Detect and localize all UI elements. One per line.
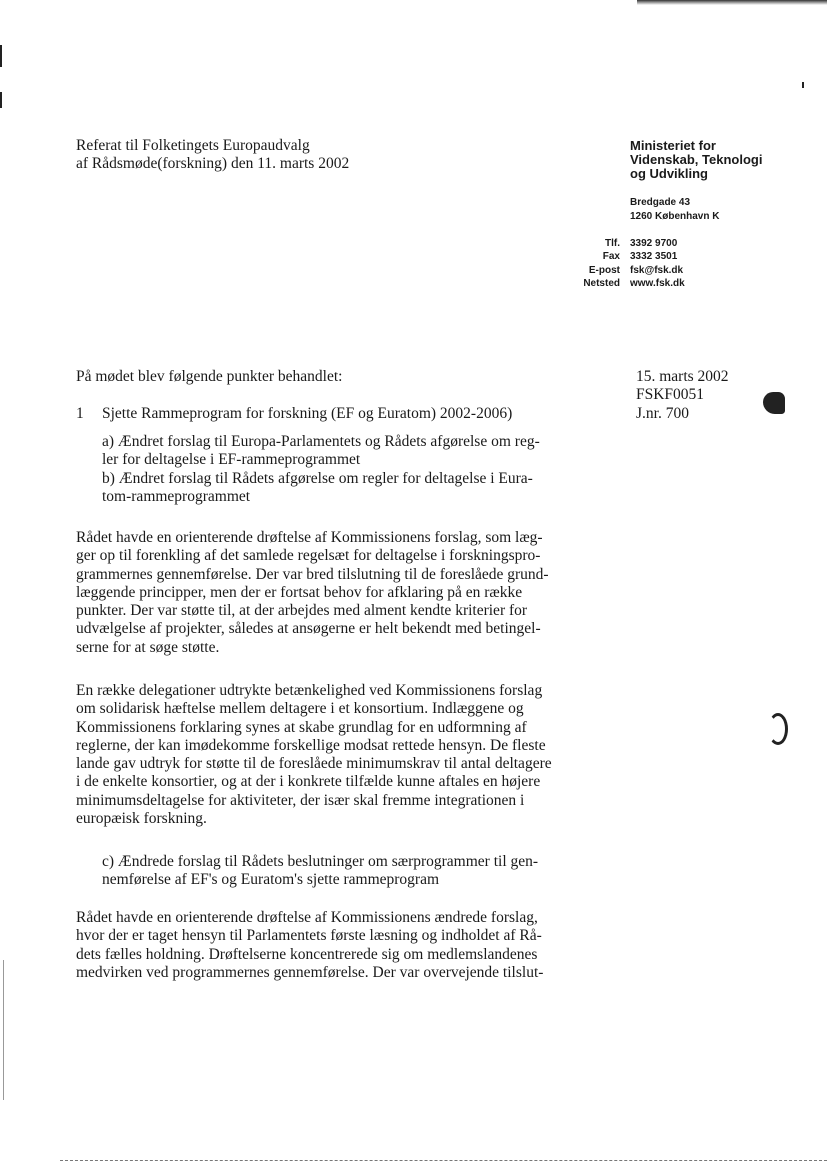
heading-line: Referat til Folketingets Europaudvalg xyxy=(76,137,310,154)
ministry-address xyxy=(630,196,719,223)
paragraph-line: udvælgelse af projekter, således at ansøgerne er helt bekendt med betingel- xyxy=(76,620,541,638)
contact-block xyxy=(0,237,827,297)
paragraph-line: En række delegationer udtrykte betænkelighed ved Kommissionens forslag xyxy=(76,682,543,699)
paragraph-2 xyxy=(76,682,588,828)
paragraph-line: lande gav udtryk for støtte til de foreslåede minimumskrav til antal deltagere xyxy=(76,755,552,773)
paragraph-line: hvor der er taget hensyn til Parlamentets første læsning og indholdet af Rå- xyxy=(76,927,542,945)
document-heading xyxy=(76,137,456,174)
scan-mark xyxy=(0,45,2,67)
paragraph-line: om solidarisk hæftelse mellem deltagere i et konsortium. Indlæggene og xyxy=(76,700,524,718)
punch-hole-mark xyxy=(768,713,788,745)
contact-label-fax: Fax xyxy=(602,251,620,263)
paragraph-line: grammernes gennemførelse. Der var bred tilslutning til de foreslåede grund- xyxy=(76,565,549,583)
subitem-line: b) Ændret forslag til Rådets afgørelse om regler for deltagelse i Eura- xyxy=(102,469,533,487)
punch-hole-mark xyxy=(763,392,785,414)
intro-text: På mødet blev følgende punkter behandlet: xyxy=(76,368,343,385)
paragraph-line: Kommissionens forklaring synes at skabe grundlag for en udformning af xyxy=(76,718,527,736)
contact-value-website: www.fsk.dk xyxy=(630,277,685,289)
paragraph-line: europæisk forskning. xyxy=(76,810,207,828)
subitem-line: c) Ændrede forslag til Rådets beslutninger om særprogrammer til gen- xyxy=(102,853,539,870)
paragraph-line: dets fælles holdning. Drøftelserne koncentrerede sig om medlemslandenes xyxy=(76,945,538,963)
subitems-list xyxy=(102,433,592,506)
paragraph-line: i de enkelte konsortier, og at der i konkrete tilfælde kunne aftales en højere xyxy=(76,773,541,791)
contact-value-phone: 3392 9700 xyxy=(630,238,678,249)
document-meta xyxy=(636,368,729,423)
item-title: Sjette Rammeprogram for forskning (EF og Euratom) 2002-2006) xyxy=(102,405,513,422)
contact-label-phone: Tlf. xyxy=(605,238,620,249)
ministry-name-line: Videnskab, Teknologi xyxy=(630,152,763,168)
item-number: 1 xyxy=(76,405,84,422)
paragraph-line: reglerne, der kan imødekomme forskellige modsat rettede hensyn. De fleste xyxy=(76,736,546,754)
contact-value-email: fsk@fsk.dk xyxy=(630,264,684,276)
paragraph-line: Rådet havde en orienterende drøftelse af Kommissionens ændrede forslag, xyxy=(76,909,538,926)
heading-line: af Rådsmøde(forskning) den 11. marts 2002 xyxy=(76,155,350,173)
contact-value-fax: 3332 3501 xyxy=(630,251,678,263)
paragraph-line: punkter. Der var støtte til, at der arbejdes med alment kendte kriterier for xyxy=(76,602,528,620)
subitem-line: nemførelse af EF's og Euratom's sjette rammeprogram xyxy=(102,871,440,889)
subitem-line: ler for deltagelse i EF-rammeprogrammet xyxy=(102,451,361,469)
paragraph-3 xyxy=(76,909,588,982)
paragraph-1 xyxy=(76,529,588,657)
document-date: 15. marts 2002 xyxy=(636,368,729,385)
scan-mark xyxy=(802,82,804,88)
paragraph-line: medvirken ved programmernes gennemførelse. Der var overvejende tilslut- xyxy=(76,963,544,981)
subitem-line: tom-rammeprogrammet xyxy=(102,487,251,505)
ministry-name-line: Ministeriet for xyxy=(630,138,716,153)
subitem-line: a) Ændret forslag til Europa-Parlamentets og Rådets afgørelse om reg- xyxy=(102,433,540,450)
paragraph-line: læggende principper, men der er fortsat behov for afklaring på en række xyxy=(76,583,523,601)
scan-mark xyxy=(0,92,2,108)
address-city: 1260 København K xyxy=(630,210,720,222)
scan-edge-bottom xyxy=(60,1160,827,1162)
paragraph-line: Rådet havde en orienterende drøftelse af Kommissionens forslag, som læg- xyxy=(76,529,543,546)
paragraph-line: ger op til forenkling af det samlede regelsæt for deltagelse i forskningspro- xyxy=(76,547,541,565)
subitem-c xyxy=(102,853,592,890)
journal-number: J.nr. 700 xyxy=(636,404,689,422)
ministry-name xyxy=(630,139,762,182)
document-reference: FSKF0051 xyxy=(636,386,705,404)
paragraph-line: minimumsdeltagelse for aktiviteter, der især skal fremme integrationen i xyxy=(76,791,525,809)
paragraph-line: serne for at søge støtte. xyxy=(76,638,220,656)
ministry-name-line: og Udvikling xyxy=(630,166,708,182)
scan-edge-top xyxy=(637,0,827,5)
scan-edge-left xyxy=(3,960,4,1100)
contact-label-email: E-post xyxy=(588,264,620,276)
address-street: Bredgade 43 xyxy=(630,197,691,208)
contact-label-website: Netsted xyxy=(583,277,620,289)
